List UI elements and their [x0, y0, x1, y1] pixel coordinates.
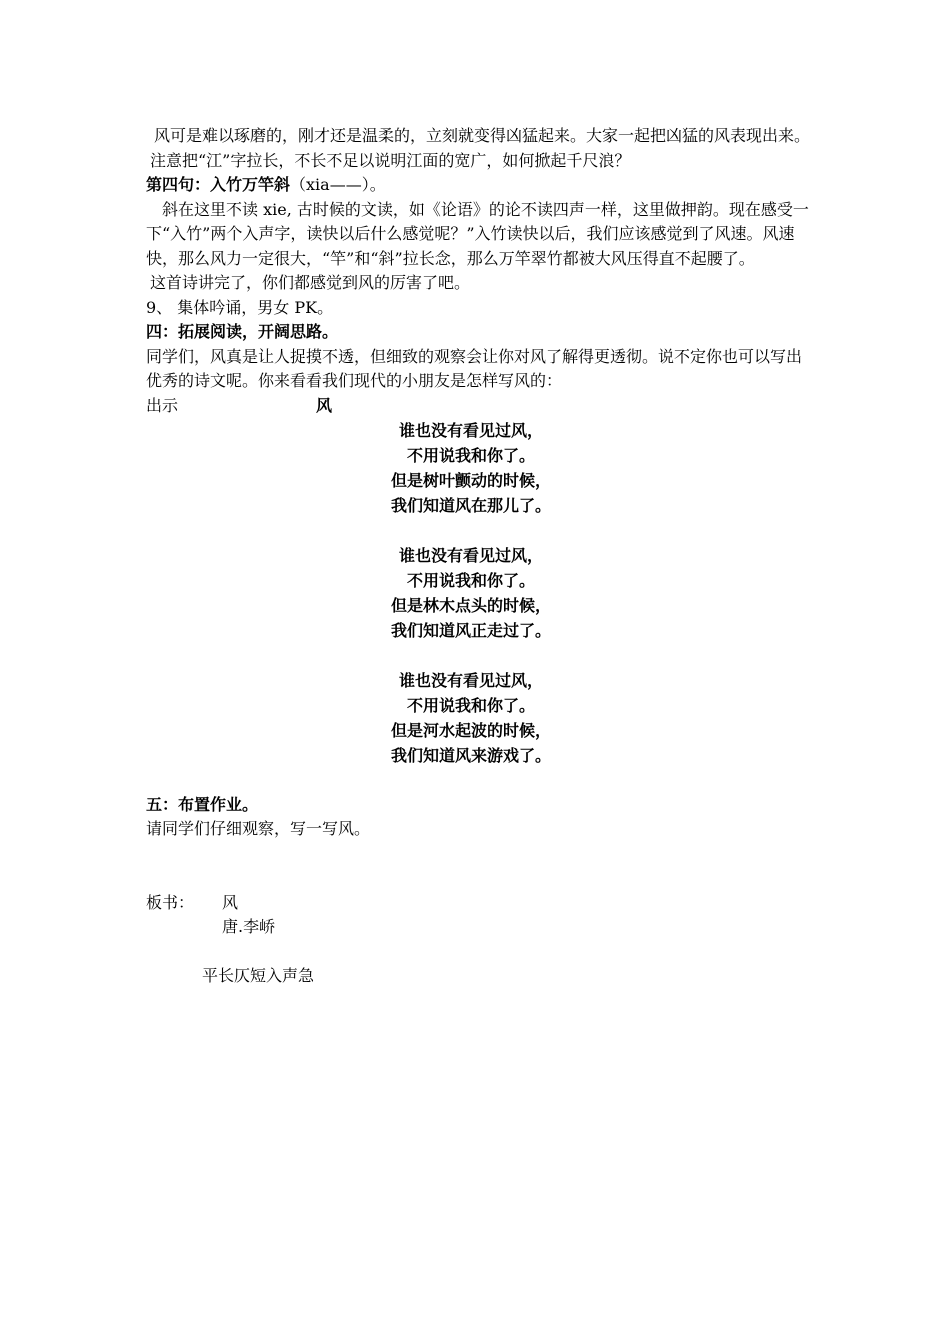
- board-tone-note: 平长仄短入声急: [202, 966, 315, 985]
- paragraph-fourth-line: [146, 173, 810, 198]
- paragraph-river-note: 注意把“江”字拉长，不长不足以说明江面的宽广，如何掀起千尺浪？: [150, 150, 631, 170]
- document-page: [146, 124, 810, 989]
- paragraph-poem-done: 这首诗讲完了，你们都感觉到风的厉害了吧。: [150, 273, 471, 292]
- spacer: [146, 866, 810, 891]
- stanza-gap: [146, 643, 796, 668]
- show-label: 出示: [146, 395, 179, 415]
- paragraph-xie-explanation: 斜在这里不读 xie, 古时候的文读，如《论语》的论不读四声一样，这里做押韵。现在感受一下“入竹”两个入声字，读快以后什么感觉呢？”入竹读快以后，我们应该感觉到了风速。风速快，那么风力一定很大，“竿”和“斜”拉长念，那么万竿翠竹都被大风压得直不起腰了。: [146, 199, 809, 268]
- poem-stanza: [146, 418, 796, 518]
- poem: [146, 418, 796, 768]
- board-row-note: [146, 964, 810, 989]
- board-row-author: [146, 915, 810, 940]
- poem-line: 不用说我和你了。: [406, 446, 535, 465]
- poem-line: 但是林木点头的时候，: [390, 596, 551, 615]
- spacer: [146, 842, 810, 867]
- poem-line: 我们知道风正走过了。: [390, 621, 551, 640]
- stanza-gap: [146, 518, 796, 543]
- poem-stanza: [146, 543, 796, 643]
- spacer: [146, 768, 810, 793]
- poem-line: 我们知道风来游戏了。: [390, 746, 551, 765]
- section-heading-extended-reading: 四：拓展阅读，开阔思路。: [146, 322, 339, 341]
- blackboard-notes: [146, 891, 810, 989]
- poem-line: 谁也没有看见过风，: [398, 546, 543, 565]
- poem-line: 谁也没有看见过风，: [398, 671, 543, 690]
- poem-line: 不用说我和你了。: [406, 571, 535, 590]
- board-row-title: [146, 891, 810, 916]
- paragraph-group-recital: 9、 集体吟诵，男女 PK。: [146, 297, 334, 317]
- board-poem-author: 唐.李峤: [222, 917, 276, 936]
- poem-stanza: [146, 668, 796, 768]
- poem-line: 但是树叶颤动的时候，: [390, 471, 551, 490]
- poem-line: 谁也没有看见过风，: [398, 421, 543, 440]
- board-label: 板书：: [146, 892, 195, 912]
- poem-line: 不用说我和你了。: [406, 696, 535, 715]
- poem-title: 风: [316, 395, 333, 415]
- fourth-line-label: 第四句：入竹万竿斜: [146, 175, 291, 194]
- paragraph-wind-intro: 同学们，风真是让人捉摸不透，但细致的观察会让你对风了解得更透彻。说不定你也可以写出优秀的诗文呢。你来看看我们现代的小朋友是怎样写风的：: [146, 346, 803, 390]
- spacer: [146, 940, 810, 965]
- section-heading-homework: 五：布置作业。: [146, 794, 259, 814]
- poem-line: 我们知道风在那儿了。: [390, 496, 551, 515]
- show-row: [146, 394, 810, 419]
- paragraph-homework: 请同学们仔细观察，写一写风。: [146, 819, 371, 838]
- paragraph-fierce-wind: 风可是难以琢磨的，刚才还是温柔的，立刻就变得凶猛起来。大家一起把凶猛的风表现出来。: [154, 126, 811, 145]
- poem-line: 但是河水起波的时候，: [390, 721, 551, 740]
- fourth-line-pronunciation: （xia——）。: [290, 175, 386, 194]
- board-poem-title: 风: [222, 892, 239, 912]
